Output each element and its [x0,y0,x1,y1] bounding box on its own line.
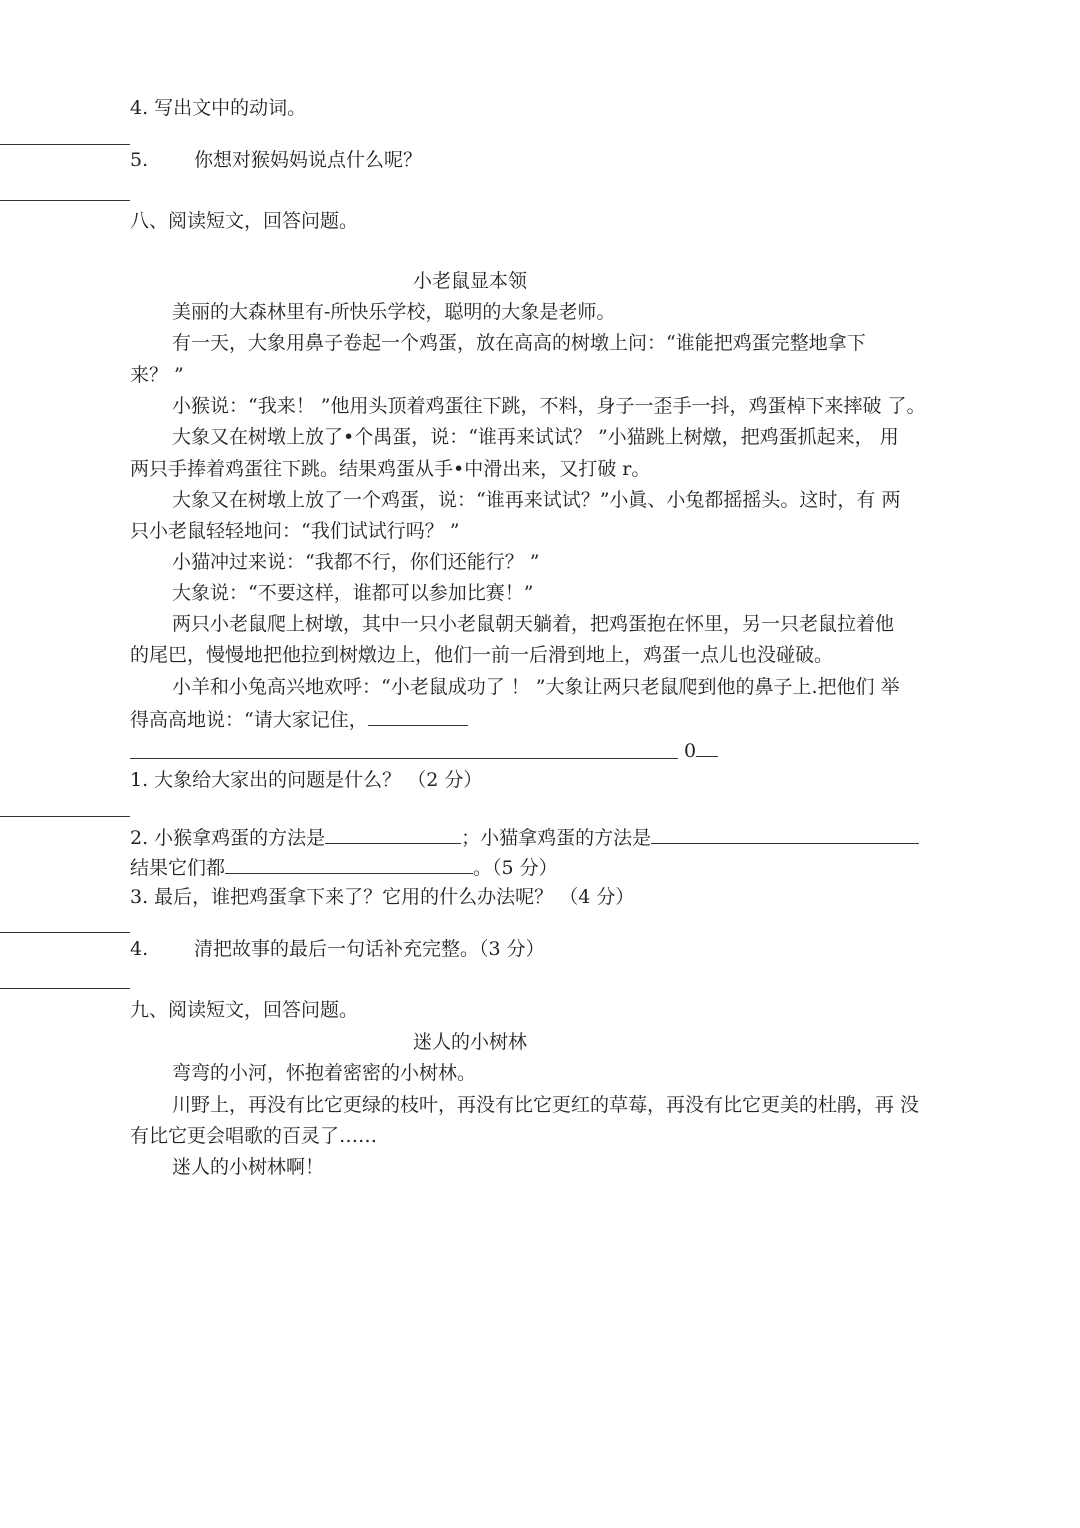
question-7-4: 4. 写出文中的动词。 [130,97,307,119]
paragraph: 两只小老鼠爬上树墩，其中一只小老鼠朝天躺着，把鸡蛋抱在怀里，另一只老鼠拉着他 [172,613,895,635]
answer-line [0,816,130,817]
question-text: 结果它们都 [130,857,226,879]
question-text: 。（5 分） [473,857,558,879]
question-7-5-number: 5. [130,149,149,171]
paragraph: 川野上，再没有比它更绿的枝叶，再没有比它更红的草莓，再没有比它更美的杜鹃，再 没 [172,1094,920,1116]
paragraph-end [684,736,718,764]
answer-line [0,988,130,989]
paragraph-continued [130,705,468,733]
fill-blank[interactable] [368,705,468,726]
answer-line [0,200,130,201]
paragraph: 小猴说：“我来！ ”他用头顶着鸡蛋往下跳，不料，身子一歪手一抖，鸡蛋棹下来摔破 了。 [172,395,926,417]
paragraph: 迷人的小树林啊！ [172,1156,325,1178]
paragraph: 大象又在树墩上放了•个禺蛋，说：“谁再来试试？ ”小猫跳上树燉，把鸡蛋抓起来， 用 [172,426,899,448]
paragraph: 小羊和小兔高兴地欢呼：“小老鼠成功了 ！ ”大象让两只老鼠爬到他的鼻子上.把他们 举 [172,676,900,698]
paragraph-continued: 的尾巴，慢慢地把他拉到树燉边上，他们一前一后滑到地上，鸡蛋一点儿也没碰破。 [130,644,834,666]
paragraph-continued: 有比它更会唱歌的百灵了…… [130,1125,378,1147]
closing-mark: 0 [684,740,697,762]
question-8-4-number: 4. [130,938,149,960]
answer-line [0,144,130,145]
section-9-heading: 九、阅读短文，回答问题。 [130,999,359,1021]
question-text: 2. 小猴拿鸡蛋的方法是 [130,827,326,849]
question-8-1: 1. 大象给大家出的问题是什么？ （2 分） [130,769,483,791]
fill-blank[interactable] [225,853,473,874]
paragraph: 美丽的大森林里有-所快乐学校，聪明的大象是老师。 [172,301,616,323]
fill-blank[interactable] [651,823,919,844]
paragraph: 大象又在树墩上放了一个鸡蛋，说：“谁再来试试？”小眞、小兔都摇摇头。这时，有 两 [172,489,901,511]
fill-blank-line[interactable] [130,758,678,759]
paragraph: 弯弯的小河，怀抱着密密的小树林。 [172,1062,477,1084]
section-8-heading: 八、阅读短文，回答问题。 [130,210,359,232]
question-8-2-line-2 [130,853,558,881]
fill-blank[interactable] [696,736,718,757]
paragraph: 小猫冲过来说：“我都不行，你们还能行？ ” [172,551,540,573]
question-8-2-line-1 [130,823,919,851]
question-text: ；小猫拿鸡蛋的方法是 [461,827,652,849]
answer-line [0,932,130,933]
paragraph: 有一天，大象用鼻子卷起一个鸡蛋，放在高高的树墩上问：“谁能把鸡蛋完整地拿下 [172,332,866,354]
fill-blank[interactable] [325,823,461,844]
paragraph-continued: 只小老鼠轻轻地问：“我们试试行吗？ ” [130,520,460,542]
paragraph-text: 得高高地说：“请大家记住， [130,709,368,731]
paragraph: 大象说：“不要这样，谁都可以参加比赛！” [172,582,534,604]
passage-title: 小老鼠显本领 [412,270,527,292]
passage-title: 迷人的小树林 [412,1031,527,1053]
paragraph-continued: 来？ ” [130,364,184,386]
question-8-4: 清把故事的最后一句话补充完整。（3 分） [194,938,545,960]
question-7-5: 你想对猴妈妈说点什么呢？ [194,149,423,171]
paragraph-continued: 两只手捧着鸡蛋往下跳。结果鸡蛋从手•中滑出来，又打破 r。 [130,458,651,480]
question-8-3: 3. 最后，谁把鸡蛋拿下来了？它用的什么办法呢？ （4 分） [130,886,635,908]
